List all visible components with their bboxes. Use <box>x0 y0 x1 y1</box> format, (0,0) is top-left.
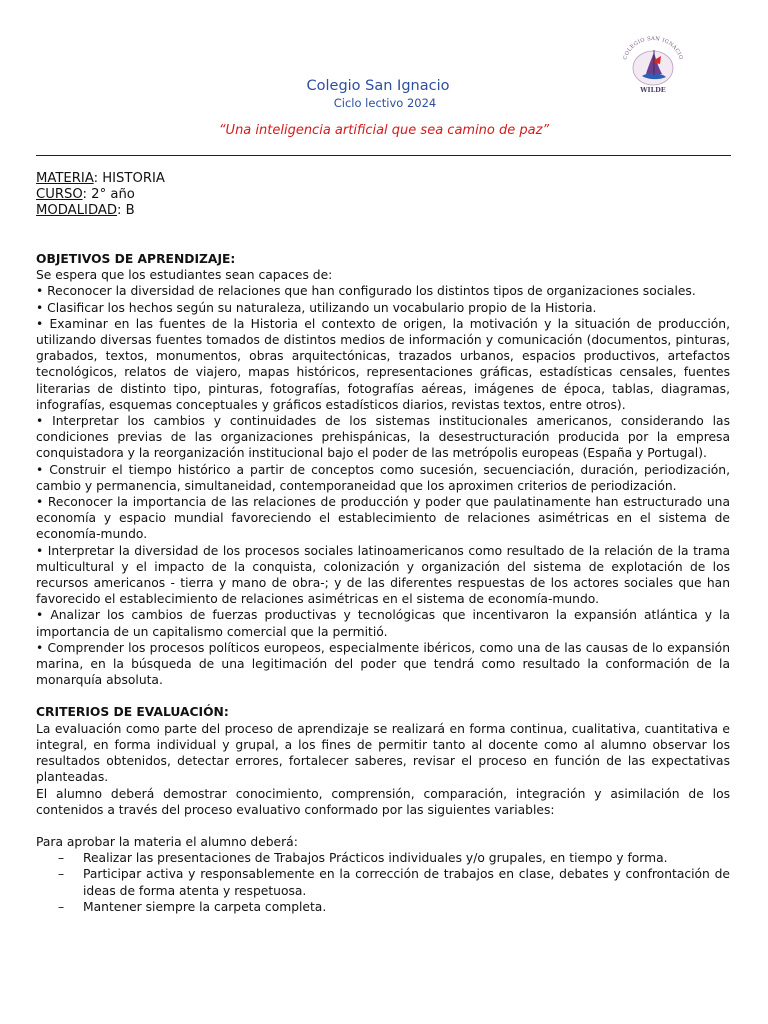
objective-item: • Analizar los cambios de fuerzas productivas y tecnológicas que incentivaron la expansión atlántica y la importancia de un capitalismo comercial que la permitió. <box>36 608 730 639</box>
spacer <box>36 818 730 834</box>
school-motto: “Una inteligencia artificial que sea camino de paz” <box>218 123 550 138</box>
objectives-title: OBJETIVOS DE APRENDIZAJE: <box>36 252 236 266</box>
dash-bullet: – <box>58 899 65 914</box>
requirement-text: Realizar las presentaciones de Trabajos Prácticos individuales y/o grupales, en tiempo y forma. <box>83 851 668 866</box>
meta-course-key: CURSO <box>36 187 83 202</box>
objective-item: • Interpretar la diversidad de los procesos sociales latinoamericanos como resultado de la relación de la trama multicultural y el impacto de la conquista, colonización y organización del sistema de explotación de los recursos americanos - tierra y mano de obra-; y de las diferentes respuestas de los actores sociales que han favorecido el establecimiento de relaciones asimétricas en el sistema de economía-mundo. <box>36 543 730 607</box>
objectives-intro: Se espera que los estudiantes sean capaces de: <box>36 268 333 283</box>
criteria-paragraph: La evaluación como parte del proceso de aprendizaje se realizará en forma continua, cualitativa, cuantitativa e integral, en forma individual y grupal, a los fines de permitir tanto al docente como al alumno observar los resultados obtenidos, detectar errores, fortalecer saberes, revisar el proceso en función de las expectativas planteadas. <box>36 721 730 785</box>
dash-bullet: – <box>58 851 65 866</box>
list-item <box>36 850 730 866</box>
dash-bullet: – <box>58 867 65 882</box>
meta-subject <box>36 171 730 187</box>
meta-modality-value: : B <box>117 203 135 218</box>
criteria-paragraph: El alumno deberá demostrar conocimiento, comprensión, comparación, integración y asimilación de los contenidos a través del proceso evaluativo conformado por las siguientes variables: <box>36 786 730 817</box>
list-item <box>36 866 730 898</box>
school-logo <box>616 34 690 96</box>
logo-arc-text: COLEGIO SAN IGNACIO <box>622 35 684 61</box>
objective-item: • Construir el tiempo histórico a partir de conceptos como sucesión, secuenciación, duración, periodización, cambio y permanencia, simultaneidad, contemporaneidad que los aproximen criterios de periodización. <box>36 462 730 493</box>
objective-item: • Reconocer la diversidad de relaciones que han configurado los distintos tipos de organizaciones sociales. <box>36 284 696 299</box>
pass-requirements-intro: Para aprobar la materia el alumno deberá: <box>36 834 298 849</box>
meta-subject-value: : HISTORIA <box>93 171 165 186</box>
document-header <box>0 0 768 160</box>
objective-item: • Clasificar los hechos según su naturaleza, utilizando un vocabulario propio de la Historia. <box>36 300 597 315</box>
spacer <box>36 219 730 251</box>
logo-bottom-text: WILDE <box>640 86 666 94</box>
objective-item: • Comprender los procesos políticos europeos, especialmente ibéricos, como una de las causas de lo expansión marina, en la búsqueda de una legitimación del poder que tendrá como resultado la conformación de la monarquía absoluta. <box>36 640 730 688</box>
requirement-text: Mantener siempre la carpeta completa. <box>83 899 327 914</box>
document-body <box>36 171 730 915</box>
criteria-title: CRITERIOS DE EVALUACIÓN: <box>36 705 229 720</box>
meta-modality-key: MODALIDAD <box>36 203 118 218</box>
objective-item: • Examinar en las fuentes de la Historia el contexto de origen, la motivación y la situación de producción, utilizando diversas fuentes tomados de distintos medios de información y comunicación (documentos, pinturas, grabados, textos, monumentos, obras arquitectónicas, trazados urbanos, espacios productivos, artefactos tecnológicos, relatos de viajero, mapas históricos, representaciones gráficas, estadísticas censales, fuentes literarias de distinto tipo, pinturas, fotografías, fotografías aéreas, imágenes de época, tablas, diagramas, infografías, esquemas conceptuales y gráficos estadísticos diarios, revistas textos, entre otros). <box>36 316 730 412</box>
list-item <box>36 899 730 915</box>
header-divider <box>36 155 731 156</box>
meta-course <box>36 187 730 203</box>
pass-requirements-list <box>36 850 730 915</box>
school-year: Ciclo lectivo 2024 <box>333 96 437 110</box>
meta-modality <box>36 203 730 219</box>
objective-item: • Interpretar los cambios y continuidades de los sistemas institucionales americanos, considerando las condiciones previas de las organizaciones prehispánicas, la desestructuración producida por la empresa conquistadora y la reorganización institucional bajo el poder de las metrópolis europeas (España y Portugal). <box>36 414 730 461</box>
requirement-text: Participar activa y responsablemente en la corrección de trabajos en clase, debates y confrontación de ideas de forma atenta y respetuosa. <box>83 867 730 898</box>
school-name: Colegio San Ignacio <box>306 78 450 94</box>
meta-course-value: : 2° año <box>82 187 135 202</box>
spacer <box>36 688 730 704</box>
meta-subject-key: MATERIA <box>36 171 94 186</box>
objective-item: • Reconocer la importancia de las relaciones de producción y poder que paulatinamente han estructurado una economía y espacio mundial favoreciendo el establecimiento de relaciones asimétricas en el sistema de economía-mundo. <box>36 495 730 542</box>
